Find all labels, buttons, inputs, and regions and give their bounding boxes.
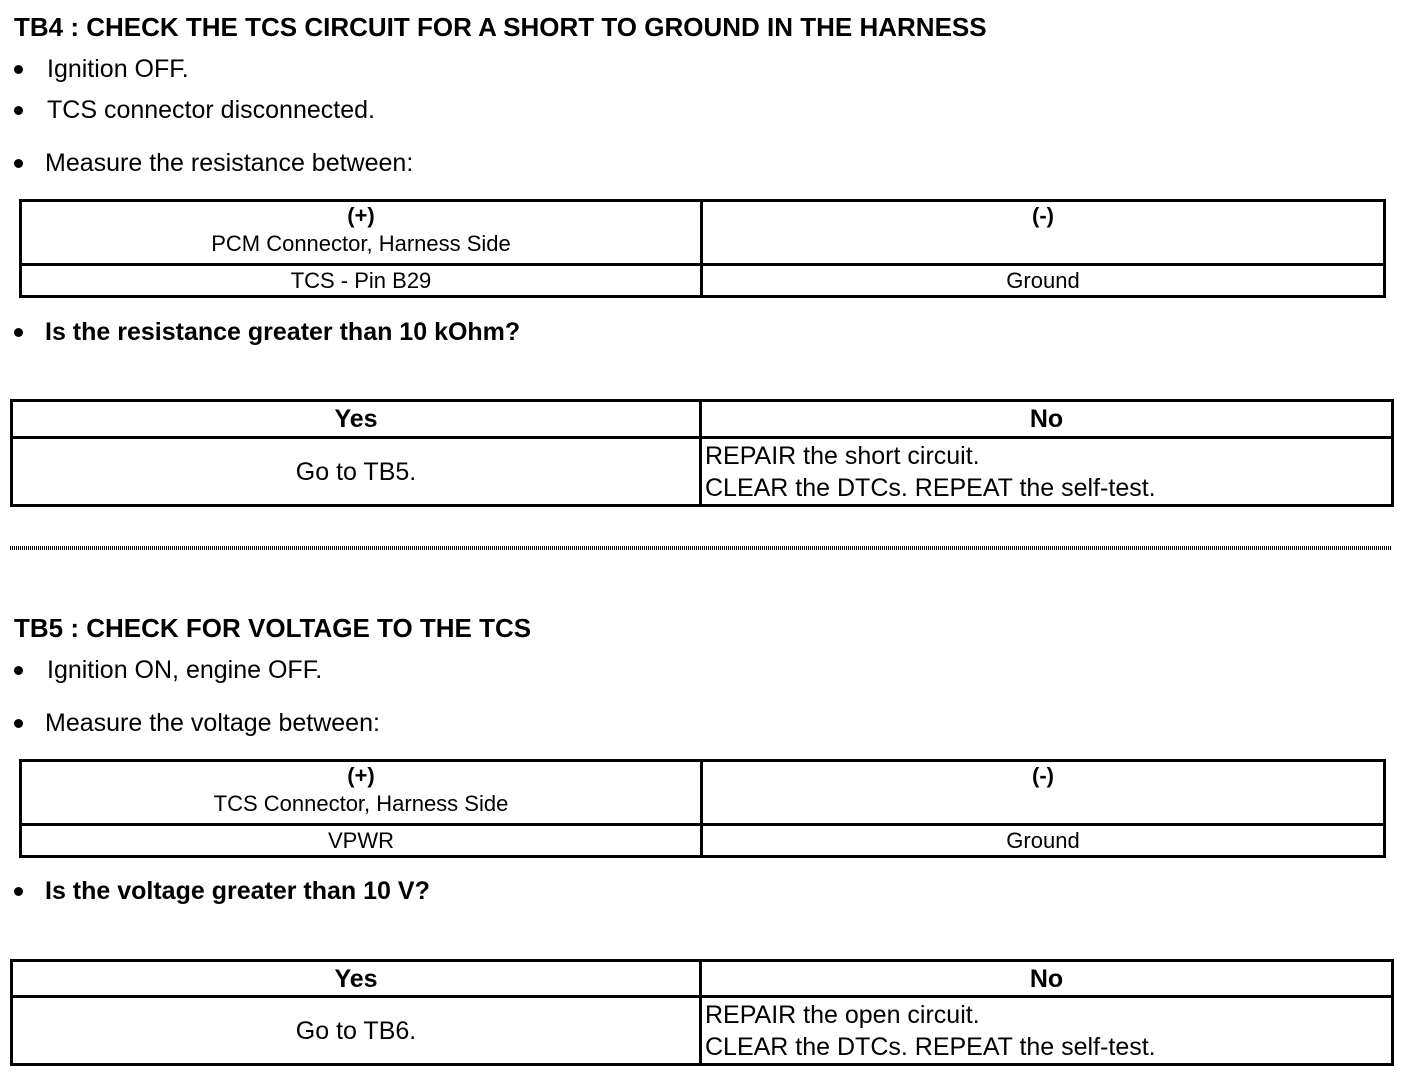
plus-header-cell [21, 761, 702, 825]
plus-value-cell: VPWR [21, 825, 702, 857]
bullet-icon [14, 328, 23, 337]
minus-label: (-) [1032, 763, 1054, 788]
instruction-text: Measure the voltage between: [45, 709, 380, 737]
no-action-line: REPAIR the short circuit. [705, 441, 980, 470]
condition-text: Ignition OFF. [47, 55, 189, 83]
minus-value-cell: Ground [702, 825, 1385, 857]
minus-header-cell [702, 761, 1385, 825]
tb4-condition-1 [14, 54, 189, 84]
plus-label: (+) [347, 763, 375, 788]
no-action-line: REPAIR the open circuit. [705, 1000, 980, 1029]
tb4-result-table [10, 399, 1394, 507]
plus-value-cell: TCS - Pin B29 [21, 265, 702, 297]
condition-text: TCS connector disconnected. [47, 96, 375, 124]
plus-label: (+) [347, 203, 375, 228]
yes-action: Go to TB6. [12, 997, 701, 1065]
tb5-question [14, 876, 430, 906]
no-action [701, 997, 1393, 1065]
tb4-condition-2 [14, 95, 375, 125]
condition-text: Ignition ON, engine OFF. [47, 656, 323, 684]
minus-header-cell [702, 201, 1385, 265]
no-action-line: CLEAR the DTCs. REPEAT the self-test. [705, 1032, 1156, 1061]
bullet-icon [14, 65, 23, 74]
tb5-measure-instruction [14, 708, 380, 738]
bullet-icon [14, 719, 23, 728]
yes-header: Yes [12, 961, 701, 997]
no-header: No [701, 401, 1393, 438]
tb5-title: TB5 : CHECK FOR VOLTAGE TO THE TCS [14, 613, 532, 643]
bullet-icon [14, 106, 23, 115]
tb4-title: TB4 : CHECK THE TCS CIRCUIT FOR A SHORT TO GROUND IN THE HARNESS [14, 12, 987, 42]
minus-value-cell: Ground [702, 265, 1385, 297]
question-text: Is the voltage greater than 10 V? [45, 877, 430, 905]
tb5-condition-1 [14, 655, 322, 685]
no-header: No [701, 961, 1393, 997]
tb4-measure-table [19, 199, 1386, 298]
plus-location: PCM Connector, Harness Side [211, 231, 511, 256]
section-divider [10, 546, 1392, 550]
instruction-text: Measure the resistance between: [45, 149, 414, 177]
no-action [701, 438, 1393, 506]
tb4-measure-instruction [14, 148, 413, 178]
bullet-icon [14, 159, 23, 168]
yes-action: Go to TB5. [12, 438, 701, 506]
bullet-icon [14, 666, 23, 675]
plus-header-cell [21, 201, 702, 265]
bullet-icon [14, 887, 23, 896]
minus-label: (-) [1032, 203, 1054, 228]
tb5-result-table [10, 959, 1394, 1066]
yes-header: Yes [12, 401, 701, 438]
no-action-line: CLEAR the DTCs. REPEAT the self-test. [705, 473, 1156, 502]
tb4-question [14, 317, 520, 347]
question-text: Is the resistance greater than 10 kOhm? [45, 318, 521, 346]
tb5-measure-table [19, 759, 1386, 858]
plus-location: TCS Connector, Harness Side [213, 791, 509, 816]
